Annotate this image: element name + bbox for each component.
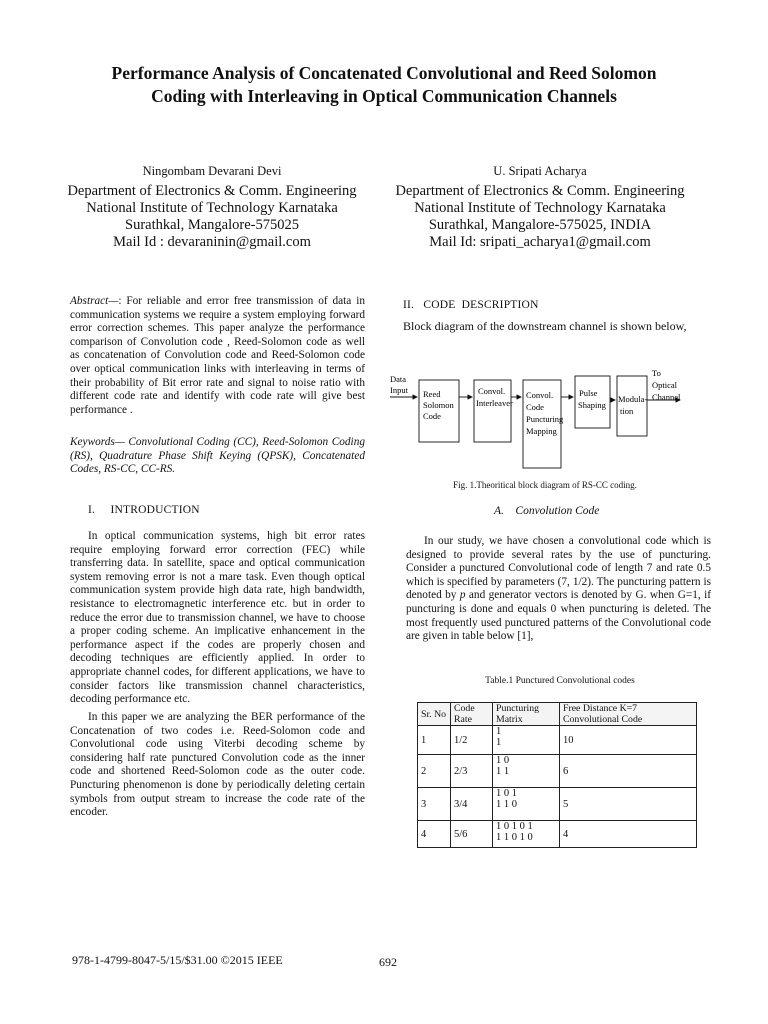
table-cell-rate: 2/3 xyxy=(451,755,493,788)
table-cell-sr: 3 xyxy=(418,788,451,821)
author-block-2 xyxy=(370,163,710,251)
diagram-block-label: Convol. Code Puncturing Mapping xyxy=(526,390,564,436)
footer-isbn: 978-1-4799-8047-5/15/$31.00 ©2015 IEEE xyxy=(72,953,283,967)
diagram-output-label: To Optical Channel xyxy=(652,368,681,402)
table-cell-rate: 3/4 xyxy=(451,788,493,821)
table-cell-distance: 6 xyxy=(560,755,697,788)
table-row xyxy=(418,726,697,755)
table-row xyxy=(418,821,697,848)
diagram-block-label: Convol. Interleaver xyxy=(476,386,513,408)
puncturing-symbol: p xyxy=(459,589,466,602)
table-header: Free Distance K=7 Convolutional Code xyxy=(560,703,697,726)
title-line: Performance Analysis of Concatenated Convolutional and Reed Solomon xyxy=(111,63,657,83)
table-cell-distance: 10 xyxy=(560,726,697,755)
author-email: Mail Id : devaraninin@gmail.com xyxy=(113,234,311,250)
section-heading-introduction: I. INTRODUCTION xyxy=(88,504,200,516)
table-header: Code Rate xyxy=(451,703,493,726)
table-cell-distance: 4 xyxy=(560,821,697,848)
keywords: Keywords— Convolutional Coding (CC), Reed-Solomon Coding (RS), Quadrature Phase Shift Keying (QPSK), Concatenated Codes, RS-CC, CC-RS. xyxy=(70,436,365,476)
table-cell-rate: 1/2 xyxy=(451,726,493,755)
table-row xyxy=(418,788,697,821)
author-name: Ningombam Devarani Devi xyxy=(142,164,282,178)
abstract-label: Abstract— xyxy=(70,295,119,307)
abstract-text: : For reliable and error free transmission of data in communication systems we require a system employing forward error correction schemes. This paper analyze the performance comparison of Convolution code , Reed-Solomon code as well as concatenation of Convolution code and Reed-Solomon code over optical communication links with interleaving in terms of their probability of Bit error rate and signal to noise ratio with different code rate and identify with code rate will give best performance . xyxy=(70,295,365,416)
table-header: Puncturing Matrix xyxy=(493,703,560,726)
puncture-table-wrapper xyxy=(417,702,697,848)
table-cell-matrix: 1 0 1 0 1 1 1 0 1 0 xyxy=(493,821,560,848)
diagram-block-label: Pulse Shaping xyxy=(578,388,606,410)
author-address: Surathkal, Mangalore-575025 xyxy=(125,217,299,233)
table-cell-matrix: 1 0 1 1 xyxy=(493,755,560,788)
table-cell-distance: 5 xyxy=(560,788,697,821)
section-heading-code-description: II. CODE DESCRIPTION xyxy=(403,299,539,311)
subsection-heading-convolution-code: A. Convolution Code xyxy=(494,505,600,517)
author-name: U. Sripati Acharya xyxy=(493,164,587,178)
table-cell-sr: 4 xyxy=(418,821,451,848)
table-cell-rate: 5/6 xyxy=(451,821,493,848)
table-cell-sr: 1 xyxy=(418,726,451,755)
author-email: Mail Id: sripati_acharya1@gmail.com xyxy=(429,234,651,250)
diagram-block-label: Modula- tion xyxy=(618,394,648,416)
diagram-input-label: Data Input xyxy=(390,374,408,395)
title-line: Coding with Interleaving in Optical Communication Channels xyxy=(151,86,617,106)
page-number: 692 xyxy=(379,955,397,969)
table-cell-sr: 2 xyxy=(418,755,451,788)
abstract xyxy=(70,295,365,417)
author-institute: National Institute of Technology Karnataka xyxy=(414,200,666,216)
intro-paragraph-1: In optical communication systems, high bit error rates require employing forward error correction (FEC) while transferring data. In satellite, space and optical communication system removing error is not a mare task. Even though optical communication system provide high data rate, high bandwidth, resistance to electromagnetic interference etc. but in order to reduce the error due to transmission channel, we have to choose a proper coding scheme. An implicative enhancement in the performance aspect if the codes are properly chosen and decoding techniques are efficiently applied. In order to appropriate channel codes, for different applications, we have to consider factors like transmission channel characteristics, decoding performance etc. xyxy=(70,530,365,706)
paper-title xyxy=(60,62,708,108)
block-diagram xyxy=(384,362,714,474)
author-block-1 xyxy=(42,163,382,251)
table-caption: Table.1 Punctured Convolutional codes xyxy=(485,676,635,686)
intro-paragraph-2: In this paper we are analyzing the BER performance of the Concatenation of two codes i.e. Reed-Solomon code and Convolutional code using Viterbi decoding scheme by considering half rate punctured Convolution code as the inner code and shortened Reed-Solomon code as the outer code. Puncturing phenomenon is done by periodically deleting certain symbols from output stream to increase the code rate of the encoder. xyxy=(70,711,365,819)
author-dept: Department of Electronics & Comm. Engineering xyxy=(67,183,357,199)
table-header-row xyxy=(418,703,697,726)
table-row xyxy=(418,755,697,788)
figure-caption: Fig. 1.Theoritical block diagram of RS-CC coding. xyxy=(453,480,637,490)
table-cell-matrix: 1 1 xyxy=(493,726,560,755)
author-institute: National Institute of Technology Karnataka xyxy=(86,200,338,216)
author-address: Surathkal, Mangalore-575025, INDIA xyxy=(428,217,652,233)
table-cell-matrix: 1 0 1 1 1 0 xyxy=(493,788,560,821)
code-description-intro: Block diagram of the downstream channel is shown below, xyxy=(403,319,687,333)
puncture-table xyxy=(417,702,697,848)
convolution-code-paragraph: In our study, we have chosen a convolutional code which is designed to provide several rates by the use of puncturing. Consider a punctured Convolutional code of length 7 and rate 0.5 which is specified by parameters (7, 1/2). The puncturing pattern is denoted by p and generator vectors is denoted by G. when G=1, if puncturing is done and equals 0 when puncturing is deleted. The most frequently used punctured patterns of the Convolutional code are given in table below [1], xyxy=(406,535,711,643)
author-dept: Department of Electronics & Comm. Engineering xyxy=(395,183,685,199)
table-header: Sr. No xyxy=(418,703,451,726)
diagram-block-label: Reed Solomon Code xyxy=(423,389,454,421)
